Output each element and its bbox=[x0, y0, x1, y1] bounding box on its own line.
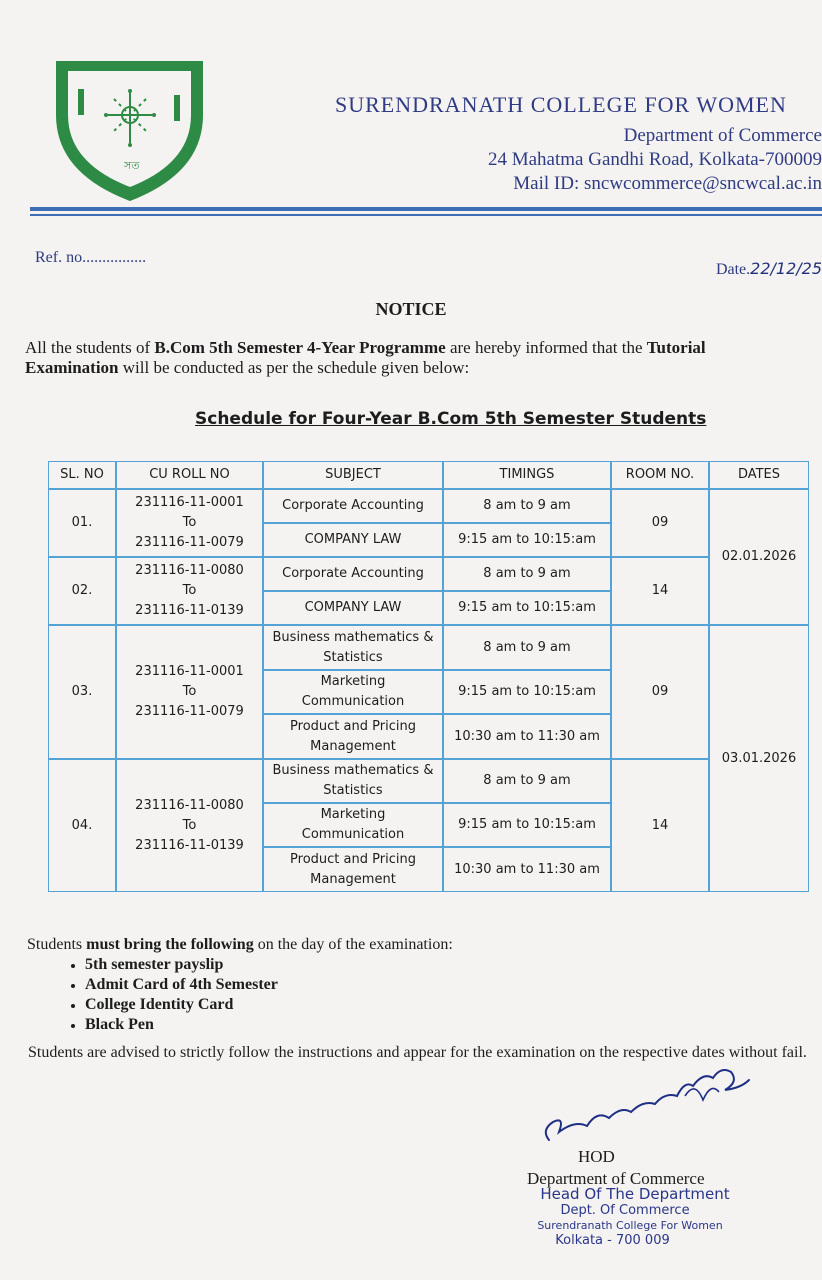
roll-to-label: To bbox=[182, 817, 197, 833]
notice-intro bbox=[25, 338, 792, 378]
hod-signature bbox=[535, 1060, 765, 1150]
header-subject: SUBJECT bbox=[263, 461, 443, 489]
hod-label: HOD bbox=[578, 1147, 615, 1166]
subject-cell: Business mathematics & Statistics bbox=[263, 625, 443, 670]
header-dates: DATES bbox=[709, 461, 809, 489]
schedule-table bbox=[48, 461, 809, 892]
date-cell: 03.01.2026 bbox=[709, 625, 809, 892]
requirements-block bbox=[27, 935, 453, 1035]
subject-cell: Marketing Communication bbox=[263, 670, 443, 714]
timing-cell: 8 am to 9 am bbox=[443, 625, 611, 670]
intro-text: All the students of bbox=[25, 338, 155, 357]
roll-from: 231116-11-0080 bbox=[135, 797, 244, 813]
stamp-line: Head Of The Department bbox=[540, 1185, 730, 1203]
header-timings: TIMINGS bbox=[443, 461, 611, 489]
intro-programme: B.Com 5th Semester 4-Year Programme bbox=[154, 338, 446, 357]
roll-to: 231116-11-0139 bbox=[135, 603, 244, 618]
sl-no-cell: 03. bbox=[48, 625, 116, 759]
subject-cell: Business mathematics & Statistics bbox=[263, 759, 443, 803]
roll-range-cell bbox=[116, 759, 263, 892]
date-label: Date. bbox=[715, 261, 751, 278]
college-crest-logo bbox=[52, 55, 207, 205]
subject-cell: COMPANY LAW bbox=[263, 523, 443, 557]
header-roll-no: CU ROLL NO bbox=[116, 461, 263, 489]
intro-exam-type: Tutorial Examination bbox=[25, 338, 706, 377]
header-room-no: ROOM NO. bbox=[611, 461, 709, 489]
subject-cell: Marketing Communication bbox=[263, 803, 443, 847]
subject-cell: Corporate Accounting bbox=[263, 557, 443, 591]
timing-cell: 10:30 am to 11:30 am bbox=[443, 714, 611, 759]
intro-text: will be conducted as per the schedule given below: bbox=[118, 358, 470, 377]
timing-cell: 10:30 am to 11:30 am bbox=[443, 847, 611, 892]
sl-no-cell: 04. bbox=[48, 759, 116, 892]
roll-from: 231116-11-0001 bbox=[135, 664, 244, 679]
sl-no-cell: 02. bbox=[48, 557, 116, 625]
roll-to-label: To bbox=[182, 684, 197, 699]
date-cell: 02.01.2026 bbox=[709, 489, 809, 625]
stamp-line: Kolkata - 700 009 bbox=[555, 1233, 670, 1248]
college-address: 24 Mahatma Gandhi Road, Kolkata-700009 bbox=[487, 149, 822, 170]
room-cell: 09 bbox=[611, 489, 709, 557]
lead-text: Students bbox=[27, 936, 87, 953]
stamp-line: Surendranath College For Women bbox=[537, 1219, 723, 1232]
header-rule bbox=[30, 207, 822, 211]
list-item: • College Identity Card bbox=[85, 995, 453, 1015]
lead-emphasis: must bring the following bbox=[86, 936, 254, 953]
timing-cell: 9:15 am to 10:15:am bbox=[443, 803, 611, 847]
notice-title: NOTICE bbox=[375, 299, 447, 319]
department-stamp bbox=[525, 1185, 785, 1249]
list-item: • Admit Card of 4th Semester bbox=[85, 975, 453, 995]
subject-cell: Product and Pricing Management bbox=[263, 714, 443, 759]
roll-range-cell bbox=[116, 625, 263, 759]
roll-to-label: To bbox=[182, 515, 197, 530]
sl-no-cell: 01. bbox=[48, 489, 116, 557]
department-name: Department of Commerce bbox=[623, 125, 822, 146]
requirements-lead bbox=[27, 935, 453, 955]
subject-cell: COMPANY LAW bbox=[263, 591, 443, 625]
header-sl-no: SL. NO bbox=[48, 461, 116, 489]
advice-text: Students are advised to strictly follow the instructions and appear for the examination on the respective dates without fail. bbox=[28, 1044, 807, 1061]
roll-to-label: To bbox=[182, 583, 197, 598]
timing-cell: 8 am to 9 am bbox=[443, 557, 611, 591]
logo-motto: সত bbox=[124, 159, 140, 172]
header-rule-thin bbox=[30, 214, 822, 216]
date-value: 22/12/25 bbox=[750, 259, 822, 278]
roll-to: 231116-11-0139 bbox=[135, 837, 244, 853]
notice-date bbox=[716, 259, 822, 279]
roll-from: 231116-11-0080 bbox=[135, 563, 244, 578]
reference-number: Ref. no................ bbox=[35, 249, 147, 266]
roll-range-cell bbox=[116, 489, 263, 557]
department-block bbox=[488, 124, 822, 196]
room-cell: 09 bbox=[611, 625, 709, 759]
timing-cell: 8 am to 9 am bbox=[443, 489, 611, 523]
room-cell: 14 bbox=[611, 557, 709, 625]
requirements-list bbox=[27, 955, 453, 1035]
list-item: • 5th semester payslip bbox=[85, 955, 453, 975]
roll-range-cell bbox=[116, 557, 263, 625]
timing-cell: 9:15 am to 10:15:am bbox=[443, 523, 611, 557]
timing-cell: 9:15 am to 10:15:am bbox=[443, 591, 611, 625]
lead-text: on the day of the examination: bbox=[253, 936, 453, 953]
intro-text: are hereby informed that the bbox=[445, 338, 647, 357]
timing-cell: 9:15 am to 10:15:am bbox=[443, 670, 611, 714]
roll-from: 231116-11-0001 bbox=[135, 495, 244, 510]
room-cell: 14 bbox=[611, 759, 709, 892]
subject-cell: Corporate Accounting bbox=[263, 489, 443, 523]
list-item: • Black Pen bbox=[85, 1015, 453, 1035]
college-mail: Mail ID: sncwcommerce@sncwcal.ac.in bbox=[513, 173, 822, 194]
schedule-title: Schedule for Four-Year B.Com 5th Semester Students bbox=[195, 409, 707, 429]
roll-to: 231116-11-0079 bbox=[135, 704, 244, 719]
college-name: SURENDRANATH COLLEGE FOR WOMEN bbox=[335, 92, 787, 117]
stamp-line: Dept. Of Commerce bbox=[560, 1203, 690, 1218]
hod-department: Department of Commerce bbox=[527, 1169, 705, 1188]
roll-to: 231116-11-0079 bbox=[135, 535, 244, 550]
subject-cell: Product and Pricing Management bbox=[263, 847, 443, 892]
timing-cell: 8 am to 9 am bbox=[443, 759, 611, 803]
